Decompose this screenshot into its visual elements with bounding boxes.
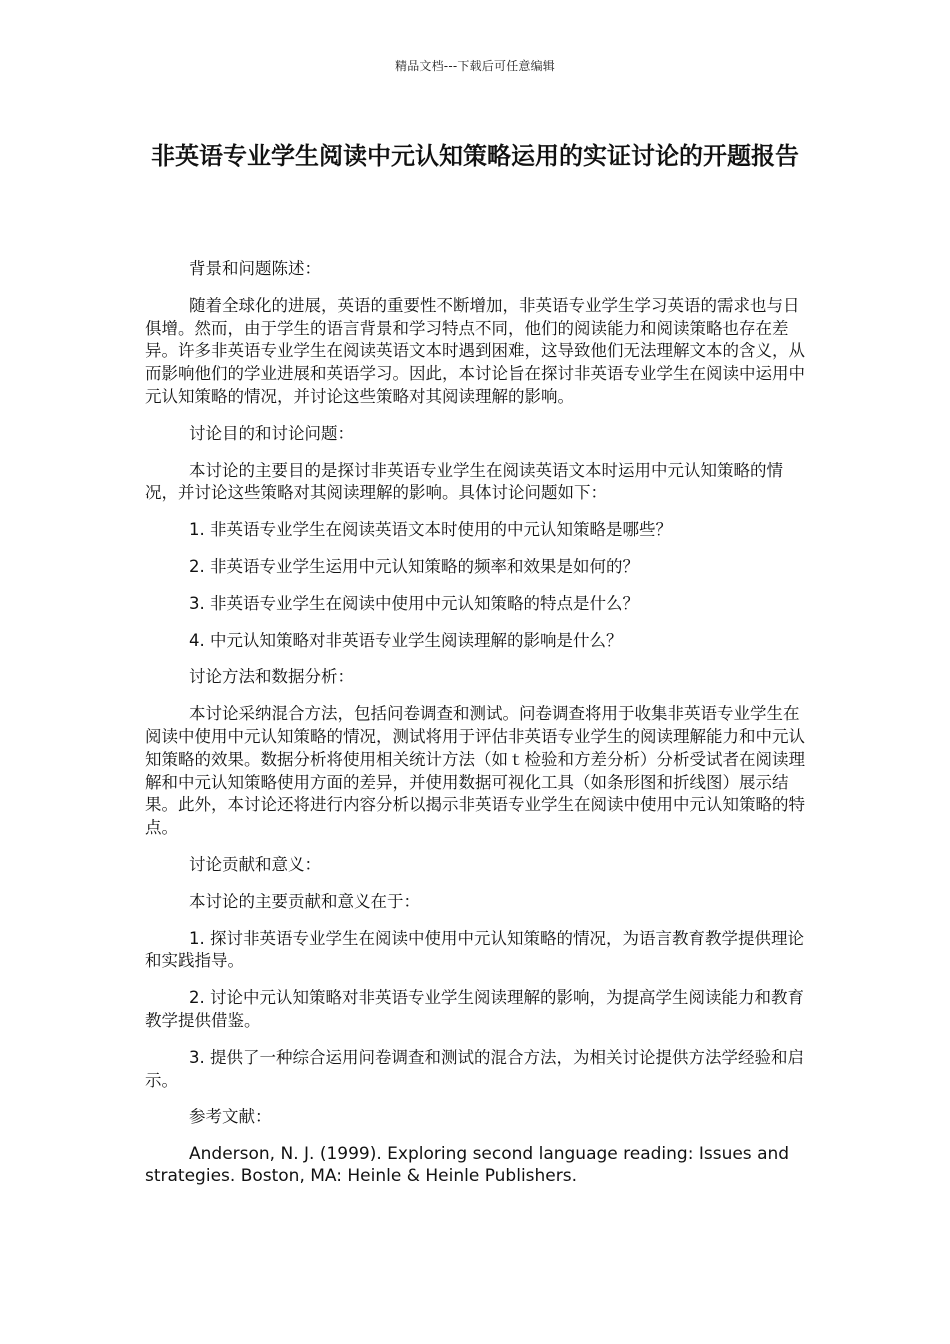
contribution-item-1: 1. 探讨非英语专业学生在阅读中使用中元认知策略的情况，为语言教育教学提供理论和实践指导。 [145, 928, 804, 971]
research-question-4: 4. 中元认知策略对非英语专业学生阅读理解的影响是什么？ [189, 630, 623, 650]
research-question-3: 3. 非英语专业学生在阅读中使用中元认知策略的特点是什么？ [189, 593, 639, 613]
research-question-2: 2. 非英语专业学生运用中元认知策略的频率和效果是如何的？ [189, 556, 639, 576]
paragraph-contribution-intro: 本讨论的主要贡献和意义在于： [189, 891, 420, 911]
section-heading-objectives: 讨论目的和讨论问题： [189, 423, 354, 443]
research-question-1: 1. 非英语专业学生在阅读英语文本时使用的中元认知策略是哪些？ [189, 520, 672, 540]
section-heading-contribution: 讨论贡献和意义： [189, 854, 321, 874]
contribution-item-3: 3. 提供了一种综合运用问卷调查和测试的混合方法，为相关讨论提供方法学经验和启示。 [145, 1047, 804, 1090]
contribution-item-2: 2. 讨论中元认知策略对非英语专业学生阅读理解的影响，为提高学生阅读能力和教育教学提供借鉴。 [145, 988, 804, 1030]
paragraph-methods: 本讨论采纳混合方法，包括问卷调查和测试。问卷调查将用于收集非英语专业学生在阅读中使用中元认知策略的情况，测试将用于评估非英语专业学生的阅读理解能力和中元认知策略的效果。数据分析将使用相关统计方法（如ｔ检验和方差分析）分析受试者在阅读理解和中元认知策略使用方面的差异，并使用数据可视化工具（如条形图和折线图）展示结果。此外，本讨论还将进行内容分析以揭示非英语专业学生在阅读中使用中元认知策略的特点。 [145, 704, 805, 838]
paragraph-background: 随着全球化的进展，英语的重要性不断增加，非英语专业学生学习英语的需求也与日俱增。然而，由于学生的语言背景和学习特点不同，他们的阅读能力和阅读策略也存在差异。许多非英语专业学生在阅读英语文本时遇到困难，这导致他们无法理解文本的含义，从而影响他们的学业进展和英语学习。因此，本讨论旨在探讨非英语专业学生在阅读中运用中元认知策略的情况，并讨论这些策略对其阅读理解的影响。 [145, 295, 805, 406]
reference-entry: Anderson, N. J. (1999). Exploring second language reading: Issues and strategies. Boston, MA: Heinle & Heinle Publishers. [145, 1144, 790, 1187]
document-body [145, 258, 807, 1187]
page-header: 精品文档---下载后可任意编辑 [395, 59, 555, 73]
section-heading-methods: 讨论方法和数据分析： [189, 667, 354, 687]
section-heading-references: 参考文献： [189, 1107, 272, 1127]
document-title: 非英语专业学生阅读中元认知策略运用的实证讨论的开题报告 [151, 142, 799, 170]
paragraph-objectives: 本讨论的主要目的是探讨非英语专业学生在阅读英语文本时运用中元认知策略的情况，并讨论这些策略对其阅读理解的影响。具体讨论问题如下： [145, 460, 783, 503]
section-heading-background: 背景和问题陈述： [189, 259, 321, 278]
